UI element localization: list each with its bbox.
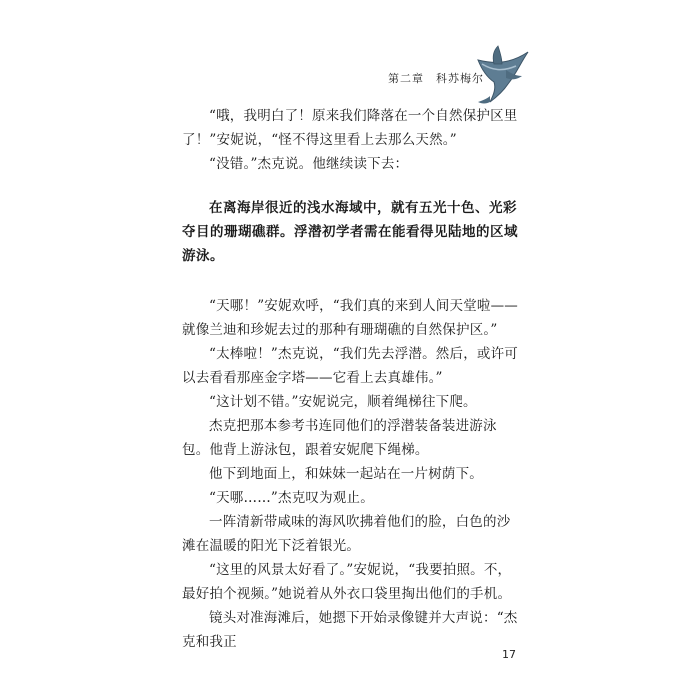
paragraph: “这计划不错。”安妮说完，顺着绳梯往下爬。 xyxy=(209,394,477,410)
paragraph: “天哪！”安妮欢呼，“我们真的来到人间天堂啦——就像兰迪和珍妮去过的那种有珊瑚礁的自然保护区。” xyxy=(182,298,519,338)
shark-icon xyxy=(472,44,532,106)
body-text xyxy=(182,104,518,654)
page-number: 17 xyxy=(502,648,516,661)
paragraph: 镜头对准海滩后，她摁下开始录像键并大声说：“杰克和我正 xyxy=(182,610,518,650)
chapter-number: 第二章 xyxy=(388,72,424,85)
paragraph: “太棒啦！”杰克说，“我们先去浮潜。然后，或许可以去看看那座金字塔——它看上去真雄伟。” xyxy=(182,346,519,386)
running-header xyxy=(388,70,484,86)
paragraph: “天哪……”杰克叹为观止。 xyxy=(209,490,374,506)
paragraph: “哦，我明白了！原来我们降落在一个自然保护区里了！”安妮说，“怪不得这里看上去那么天然。” xyxy=(182,108,518,148)
quoted-passage: 在离海岸很近的浅水海域中，就有五光十色、光彩夺目的珊瑚礁群。浮潜初学者需在能看得见陆地的区域游泳。 xyxy=(182,200,518,264)
paragraph: “没错。”杰克说。他继续读下去： xyxy=(209,156,409,172)
chapter-title: 科苏梅尔 xyxy=(436,72,484,85)
paragraph: 杰克把那本参考书连同他们的浮潜装备装进游泳包。他背上游泳包，跟着安妮爬下绳梯。 xyxy=(182,418,497,458)
paragraph: 他下到地面上，和妹妹一起站在一片树荫下。 xyxy=(209,466,483,482)
paragraph: “这里的风景太好看了。”安妮说，“我要拍照。不，最好拍个视频。”她说着从外衣口袋里掏出他们的手机。 xyxy=(182,562,512,602)
paragraph: 一阵清新带咸味的海风吹拂着他们的脸，白色的沙滩在温暖的阳光下泛着银光。 xyxy=(182,514,511,554)
